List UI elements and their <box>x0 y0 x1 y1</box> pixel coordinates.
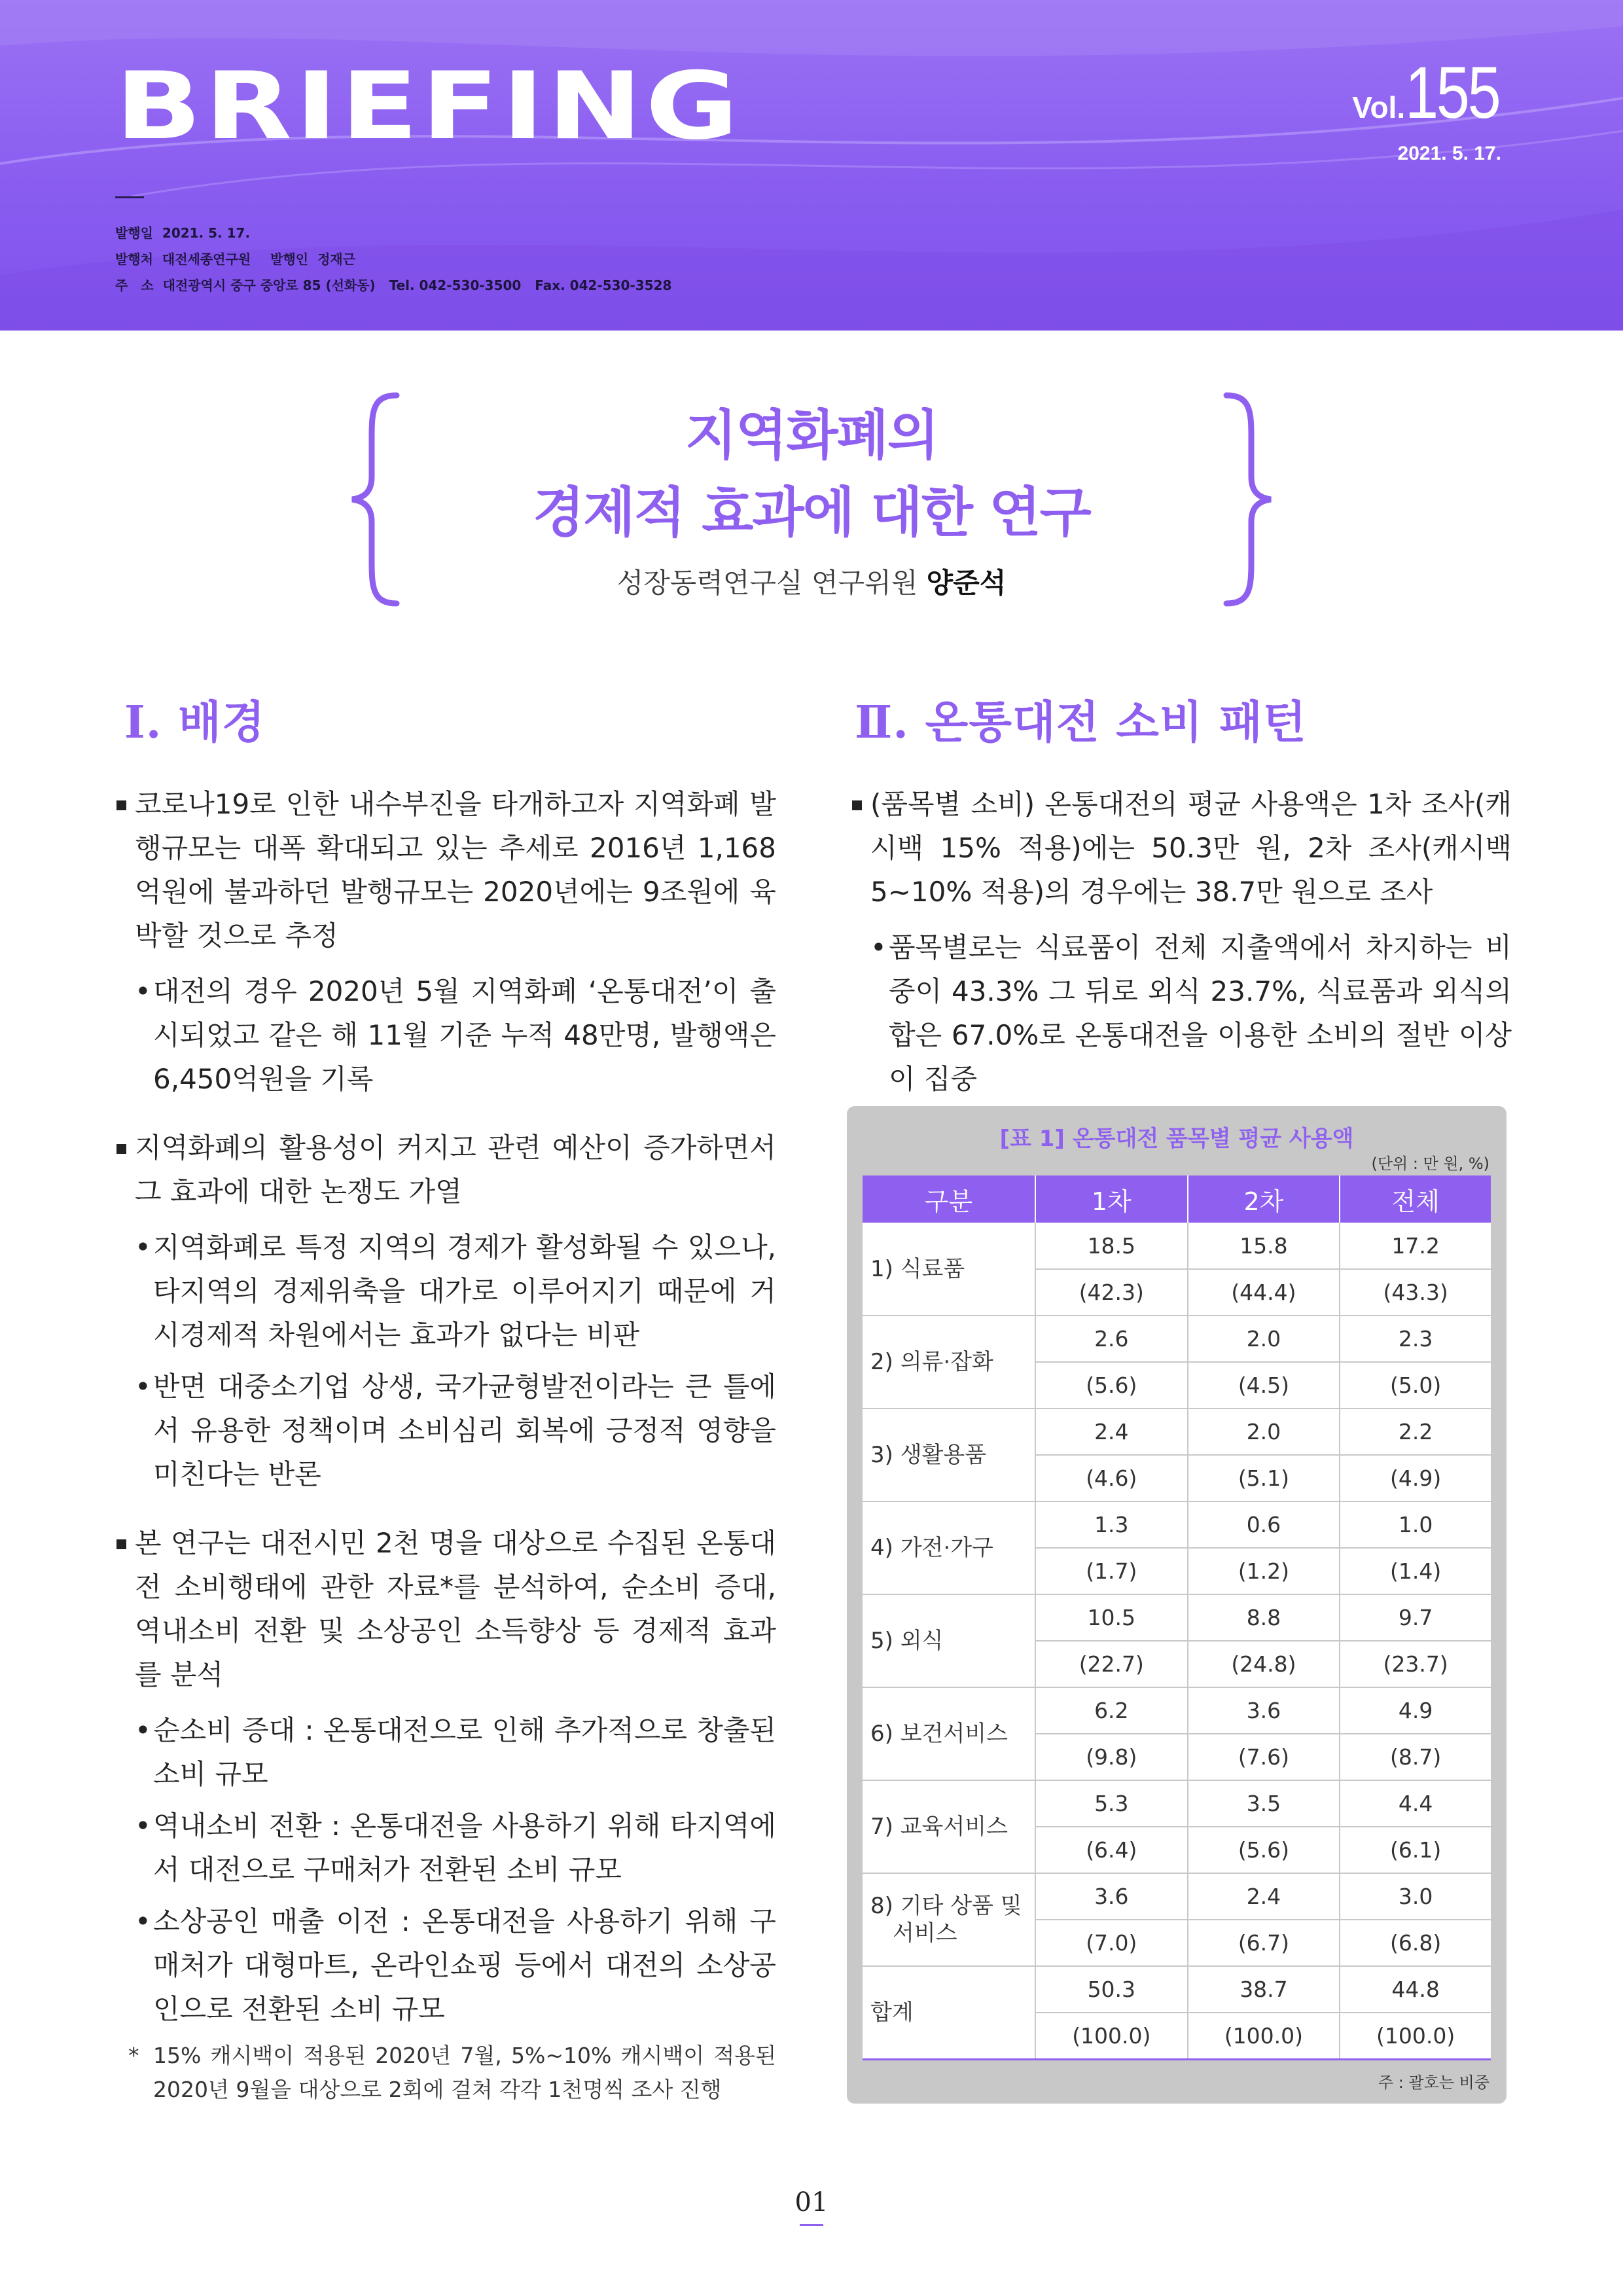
publisher-label: 발행처 <box>115 251 153 267</box>
spending-table <box>863 1175 1491 2060</box>
title-line-1: 지역화폐의 <box>685 404 938 467</box>
share-cell: (42.3) <box>1035 1269 1188 1316</box>
table-caption: [표 1] 온통대전 품목별 평균 사용액 <box>999 1126 1354 1152</box>
share-cell: (6.7) <box>1188 1920 1340 1966</box>
table-row <box>863 1873 1491 1920</box>
header-category: 구분 <box>863 1175 1035 1223</box>
row-label: 3) 생활용품 <box>863 1408 1035 1501</box>
value-cell: 2.4 <box>1188 1873 1340 1920</box>
footnote: * 15% 캐시백이 적용된 2020년 7월, 5%~10% 캐시백이 적용된 2020년 9월을 대상으로 2회에 걸쳐 각각 1천명씩 조사 진행 <box>115 2039 776 2107</box>
paragraph: 지역화폐의 활용성이 커지고 관련 예산이 증가하면서 그 효과에 대한 논쟁도 가열 <box>115 1126 776 1213</box>
sub-paragraph: • 소상공인 매출 이전 : 온통대전을 사용하기 위해 구매처가 대형마트, 온라인쇼핑 등에서 대전의 소상공인으로 전환된 소비 규모 <box>115 1899 776 2031</box>
table-row <box>863 1966 1491 2013</box>
briefing-logo: BRIEFING <box>115 52 742 160</box>
table-row <box>863 1223 1491 1269</box>
value-cell: 4.4 <box>1340 1780 1491 1827</box>
share-cell: (4.9) <box>1340 1455 1491 1501</box>
value-cell: 2.6 <box>1035 1316 1188 1362</box>
tel: Tel. 042-530-3500 <box>389 278 522 293</box>
share-cell: (7.0) <box>1035 1920 1188 1966</box>
value-cell: 8.8 <box>1188 1594 1340 1641</box>
share-cell: (9.8) <box>1035 1734 1188 1780</box>
value-cell: 44.8 <box>1340 1966 1491 2013</box>
header-round-1: 1차 <box>1035 1175 1188 1223</box>
header-total: 전체 <box>1340 1175 1491 1223</box>
vol-label: Vol. <box>1352 90 1406 124</box>
section-1-body <box>115 782 776 2107</box>
sub-paragraph: • 반면 대중소기업 상생, 국가균형발전이라는 큰 틀에서 유용한 정책이며 소비심리 회복에 긍정적 영향을 미친다는 반론 <box>115 1365 776 1496</box>
sub-paragraph: • 지역화폐로 특정 지역의 경제가 활성화될 수 있으나, 타지역의 경제위축을 대가로 이루어지기 때문에 거시경제적 차원에서는 효과가 없다는 비판 <box>115 1225 776 1357</box>
share-cell: (43.3) <box>1340 1269 1491 1316</box>
share-cell: (5.6) <box>1035 1362 1188 1408</box>
share-cell: (5.6) <box>1188 1827 1340 1873</box>
row-label: 8) 기타 상품 및 서비스 <box>863 1873 1035 1966</box>
table-row <box>863 1687 1491 1734</box>
sub-paragraph: • 대전의 경우 2020년 5월 지역화폐 ‘온통대전’이 출시되었고 같은 해 11월 기준 누적 48만명, 발행액은 6,450억원을 기록 <box>115 969 776 1101</box>
share-cell: (24.8) <box>1188 1641 1340 1687</box>
value-cell: 10.5 <box>1035 1594 1188 1641</box>
share-cell: (4.6) <box>1035 1455 1188 1501</box>
share-cell: (100.0) <box>1035 2013 1188 2059</box>
share-cell: (8.7) <box>1340 1734 1491 1780</box>
volume-number <box>1352 52 1507 134</box>
share-cell: (100.0) <box>1340 2013 1491 2059</box>
value-cell: 3.6 <box>1188 1687 1340 1734</box>
sub-paragraph: • 순소비 증대 : 온통대전으로 인해 추가적으로 창출된 소비 규모 <box>115 1708 776 1796</box>
section-1-heading: Ⅰ. 배경 <box>124 696 266 749</box>
section-2-heading: Ⅱ. 온통대전 소비 패턴 <box>855 696 1307 749</box>
table-body <box>863 1223 1491 2059</box>
value-cell: 4.9 <box>1340 1687 1491 1734</box>
issue-label: 발행일 <box>115 225 153 241</box>
value-cell: 17.2 <box>1340 1223 1491 1269</box>
page-number: 01 <box>794 2187 829 2217</box>
author-affiliation: 성장동력연구실 연구위원 <box>616 567 918 599</box>
editor-label: 발행인 <box>270 251 309 267</box>
table-card <box>847 1106 1507 2104</box>
share-cell: (6.4) <box>1035 1827 1188 1873</box>
header-round-2: 2차 <box>1188 1175 1340 1223</box>
paragraph: 코로나19로 인한 내수부진을 타개하고자 지역화폐 발행규모는 대폭 확대되고 있는 추세로 2016년 1,168억원에 불과하던 발행규모는 2020년에는 9조원에 육박할 것으로 추정 <box>115 782 776 958</box>
page-number-underline <box>800 2224 823 2226</box>
value-cell: 3.6 <box>1035 1873 1188 1920</box>
value-cell: 3.0 <box>1340 1873 1491 1920</box>
paragraph: (품목별 소비) 온통대전의 평균 사용액은 1차 조사(캐시백 15% 적용)에는 50.3만 원, 2차 조사(캐시백 5~10% 적용)의 경우에는 38.7만 원으로 조사 <box>851 782 1512 914</box>
value-cell: 1.0 <box>1340 1501 1491 1548</box>
row-label: 5) 외식 <box>863 1594 1035 1687</box>
row-label: 6) 보건서비스 <box>863 1687 1035 1780</box>
value-cell: 6.2 <box>1035 1687 1188 1734</box>
share-cell: (1.4) <box>1340 1548 1491 1594</box>
table-header-row <box>863 1175 1491 1223</box>
table-row <box>863 1594 1491 1641</box>
value-cell: 9.7 <box>1340 1594 1491 1641</box>
value-cell: 18.5 <box>1035 1223 1188 1269</box>
value-cell: 1.3 <box>1035 1501 1188 1548</box>
address-label: 주 소 <box>115 278 154 293</box>
share-cell: (23.7) <box>1340 1641 1491 1687</box>
share-cell: (5.1) <box>1188 1455 1340 1501</box>
value-cell: 50.3 <box>1035 1966 1188 2013</box>
share-cell: (7.6) <box>1188 1734 1340 1780</box>
table-row <box>863 1501 1491 1548</box>
table-row <box>863 1780 1491 1827</box>
share-cell: (6.8) <box>1340 1920 1491 1966</box>
author-line <box>0 562 1623 601</box>
row-label: 4) 가전·가구 <box>863 1501 1035 1594</box>
row-label: 7) 교육서비스 <box>863 1780 1035 1873</box>
sub-paragraph: • 역내소비 전환 : 온통대전을 사용하기 위해 타지역에서 대전으로 구매처가 전환된 소비 규모 <box>115 1804 776 1892</box>
author-name: 양준석 <box>926 567 1007 599</box>
share-cell: (22.7) <box>1035 1641 1188 1687</box>
value-cell: 2.2 <box>1340 1408 1491 1455</box>
row-label: 합계 <box>863 1966 1035 2059</box>
issue-date-top: 2021. 5. 17. <box>1397 143 1501 164</box>
sub-paragraph: • 품목별로는 식료품이 전체 지출액에서 차지하는 비중이 43.3% 그 뒤로 외식 23.7%, 식료품과 외식의 합은 67.0%로 온통대전을 이용한 소비의 절반 이상이 집중 <box>851 925 1512 1101</box>
share-cell: (44.4) <box>1188 1269 1340 1316</box>
value-cell: 0.6 <box>1188 1501 1340 1548</box>
share-cell: (1.2) <box>1188 1548 1340 1594</box>
section-2-body <box>851 782 1512 1109</box>
value-cell: 3.5 <box>1188 1780 1340 1827</box>
value-cell: 2.3 <box>1340 1316 1491 1362</box>
publication-info <box>115 220 671 298</box>
editor: 정재근 <box>317 251 356 267</box>
value-cell: 15.8 <box>1188 1223 1340 1269</box>
issue-date: 2021. 5. 17. <box>162 225 251 241</box>
value-cell: 5.3 <box>1035 1780 1188 1827</box>
value-cell: 2.4 <box>1035 1408 1188 1455</box>
table-unit: (단위 : 만 원, %) <box>1371 1155 1489 1173</box>
fax: Fax. 042-530-3528 <box>535 278 672 293</box>
vol-value: 155 <box>1405 52 1499 134</box>
value-cell: 38.7 <box>1188 1966 1340 2013</box>
share-cell: (100.0) <box>1188 2013 1340 2059</box>
header-band <box>0 0 1623 331</box>
table-note: 주 : 괄호는 비중 <box>1378 2073 1489 2092</box>
paragraph: 본 연구는 대전시민 2천 명을 대상으로 수집된 온통대전 소비행태에 관한 자료*를 분석하여, 순소비 증대, 역내소비 전환 및 소상공인 소득향상 등 경제적 효과를 분석 <box>115 1521 776 1696</box>
row-label: 2) 의류·잡화 <box>863 1316 1035 1408</box>
table-row <box>863 1408 1491 1455</box>
value-cell: 2.0 <box>1188 1408 1340 1455</box>
share-cell: (5.0) <box>1340 1362 1491 1408</box>
header-rule <box>115 196 144 198</box>
share-cell: (4.5) <box>1188 1362 1340 1408</box>
share-cell: (6.1) <box>1340 1827 1491 1873</box>
address: 대전광역시 중구 중앙로 85 (선화동) <box>162 278 376 293</box>
publisher: 대전세종연구원 <box>162 251 251 267</box>
title-line-2: 경제적 효과에 대한 연구 <box>533 482 1090 544</box>
table-row <box>863 1316 1491 1362</box>
row-label: 1) 식료품 <box>863 1223 1035 1316</box>
value-cell: 2.0 <box>1188 1316 1340 1362</box>
share-cell: (1.7) <box>1035 1548 1188 1594</box>
